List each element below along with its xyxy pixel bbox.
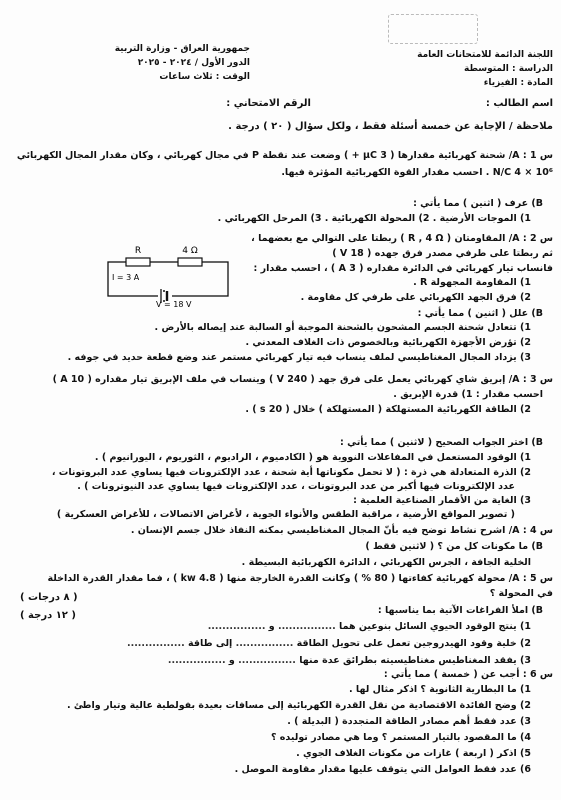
student-name-label: اسم الطالب : xyxy=(485,98,553,109)
q2-b-item3: 3) يزداد المجال المغناطيسي لملف ينساب فيه تيار كهربائي مستمر عند وضع قطعة حديد في جوفه . xyxy=(67,352,531,363)
q3-b-item2: 2) الذرة المتعادلة هي ذرة : ( لا تحمل مكوناتها أية شحنة ، عدد الإلكترونات فيها يساوي عدد البروتونات ، xyxy=(51,467,531,478)
committee-name: اللجنة الدائمة للامتحانات العامة xyxy=(417,50,553,60)
exam-number-label: الرقم الامتحاني : xyxy=(226,98,311,109)
q3-b-item2-cont: عدد الإلكترونات فيها أكبر من عدد البروتونات ، عدد الإلكترونات فيها يساوي عدد النيوترونات ) . xyxy=(77,481,515,492)
q3-a-line3: 2) الطاقة الكهربائية المستهلكة ( المستهلكة ) خلال ( s 20 ) . xyxy=(245,404,531,415)
q2-a-line1: س 2 : A/ المقاومتان ( R , 4 Ω ) ربطتا على التوالي مع بعضهما ، xyxy=(251,233,553,244)
q5-b-item1: 1) ينتج الوقود الحيوي السائل بنوعين هما ................ و ................ xyxy=(207,621,531,632)
q5-a-line1: س 5 : A/ محولة كهربائية كفاءتها ( 80 % ) وكانت القدرة الخارجة منها ( 4.8 kw ) ، فما مقدار القدرة الداخلة xyxy=(47,573,553,584)
q2-a-req2: 2) فرق الجهد الكهربائي على طرفي كل مقاومة . xyxy=(300,292,531,303)
q2-a-line2: ثم ربطتا على طرفي مصدر فرق جهده ( V 18 ) xyxy=(332,248,553,259)
q6-item4: 4) ما المقصود بالتيار المستمر ؟ وما هي مصادر توليده ؟ xyxy=(270,732,531,743)
ministry: جمهورية العراق - وزارة التربية xyxy=(114,44,250,54)
exam-time: الوقت : ثلاث ساعات xyxy=(159,72,250,82)
header-right xyxy=(313,48,553,90)
q1-b-items: 1) الموجات الأرضية . 2) المحولة الكهربائية . 3) المرحل الكهربائي . xyxy=(217,213,531,224)
resistor-4ohm xyxy=(178,258,202,266)
grade-12: ( ١٢ درجة ) xyxy=(20,610,76,621)
q2-b-title: B) علل ( اثنين ) مما يأتي : xyxy=(417,308,543,319)
q2-b-item1: 1) تتعادل شحنة الجسم المشحون بالشحنة الموجبة أو السالبة عند إيصاله بالأرض . xyxy=(154,322,531,333)
subject: المادة : الفيزياء xyxy=(483,78,553,88)
q3-b-item1: 1) الوقود المستعمل في المفاعلات النووية هو ( الكادميوم ، الراديوم ، الثوريوم ، اليورانيوم ) . xyxy=(94,452,531,463)
q4-b-title: B) ما مكونات كل من ؟ ( لاثنين فقط ) xyxy=(365,541,543,552)
q1-b-title: B) عرف ( اثنين ) مما يأتي : xyxy=(413,198,543,209)
q6-item2: 2) وضح الفائدة الاقتصادية من نقل القدرة الكهربائية إلى مسافات بعيدة بفولطية عالية وتيار واطئ . xyxy=(66,700,531,711)
q6-item3: 3) عدد فقط أهم مصادر الطاقة المتجددة ( البديلة ) . xyxy=(287,716,531,727)
q5-a-line2: في المحولة ؟ xyxy=(489,588,553,599)
q3-a-line1: س 3 : A/ إبريق شاي كهربائي يعمل على فرق جهد ( V 240 ) وينساب في ملف الإبريق تيار مقداره ( A 10 ) xyxy=(52,374,553,385)
stamp-mark xyxy=(388,14,478,44)
q4-a: س 4 : A/ اشرح نشاط توضح فيه بأنّ المجال المغناطيسي بمكنه النفاذ خلال جسم الإنسان . xyxy=(130,525,553,536)
q5-b-item2: 2) خلية وقود الهيدروجين تعمل على تحويل الطاقة ................ إلى طاقة ................ xyxy=(126,638,531,649)
label-4ohm: 4 Ω xyxy=(182,246,198,256)
q2-a-line3: فانساب تيار كهربائي في الدائرة مقداره ( A 3 ) ، احسب مقدار : xyxy=(253,263,553,274)
q6-item6: 6) عدد فقط العوامل التي يتوقف عليها مقدار مقاومة الموصل . xyxy=(234,764,531,775)
q3-a-line2: احسب مقدار : 1) قدرة الإبريق . xyxy=(393,389,543,400)
grade-8: ( ٨ درجات ) xyxy=(20,592,78,603)
label-voltage: V = 18 V xyxy=(156,300,192,308)
exam-round: الدور الأول / ٢٠٢٤ - ٢٠٢٥ xyxy=(137,58,250,68)
q6-item5: 5) اذكر ( اربعة ) غازات من مكونات الغلاف الجوي . xyxy=(296,748,531,759)
study-level: الدراسة : المتوسطة xyxy=(464,64,553,74)
series-circuit-diagram xyxy=(98,240,258,308)
q6-item1: 1) ما البطارية الثانوية ؟ اذكر مثال لها . xyxy=(349,684,531,695)
q3-b-item3-options: ( تصوير المواقع الأرضية ، مراقبة الطقس والأنواء الجوية ، لأغراض الاتصالات ، للأغراض العسكرية ) xyxy=(56,509,515,520)
q2-b-item2: 2) تؤرض الأجهزة الكهربائية وبالخصوص ذات الغلاف المعدني . xyxy=(245,337,531,348)
label-r: R xyxy=(134,246,142,256)
q1-a-line1: س 1 : A/ شحنة كهربائية مقدارها ( 3 μC + ) وضعت عند نقطة P في مجال كهربائي ، وكان مقدار المجال الكهربائي xyxy=(16,150,553,161)
q5-b-item3: 3) يفقد المغناطيس مغناطيسيته بطرائق عدة منها ................ و ................ xyxy=(167,655,531,666)
q5-b-title: B) املأ الفراغات الآتية بما يناسبها : xyxy=(377,605,543,616)
q3-b-item3: 3) الغاية من الأقمار الصناعية العلمية : xyxy=(353,495,531,506)
header-left xyxy=(20,42,250,84)
q3-b-title: B) اختر الجواب الصحيح ( لاثنين ) مما يأتي : xyxy=(340,437,543,448)
q4-b-items: الخلية الجافة ، الجرس الكهربائي ، الدائرة الكهربائية البسيطة . xyxy=(241,557,531,568)
q2-a-req1: 1) المقاومة المجهولة R . xyxy=(413,277,531,288)
q6-title: س 6 : أجب عن ( خمسة ) مما يأتي : xyxy=(383,669,553,680)
resistor-r xyxy=(126,258,150,266)
label-current: I = 3 A xyxy=(112,273,140,282)
q1-a-line2: N/C 4 × 10⁶ . احسب مقدار القوة الكهربائية المؤثرة فيها. xyxy=(281,167,553,178)
exam-note: ملاحظة / الإجابة عن خمسة أسئلة فقط ، ولكل سؤال ( ٢٠ ) درجة . xyxy=(228,121,553,132)
